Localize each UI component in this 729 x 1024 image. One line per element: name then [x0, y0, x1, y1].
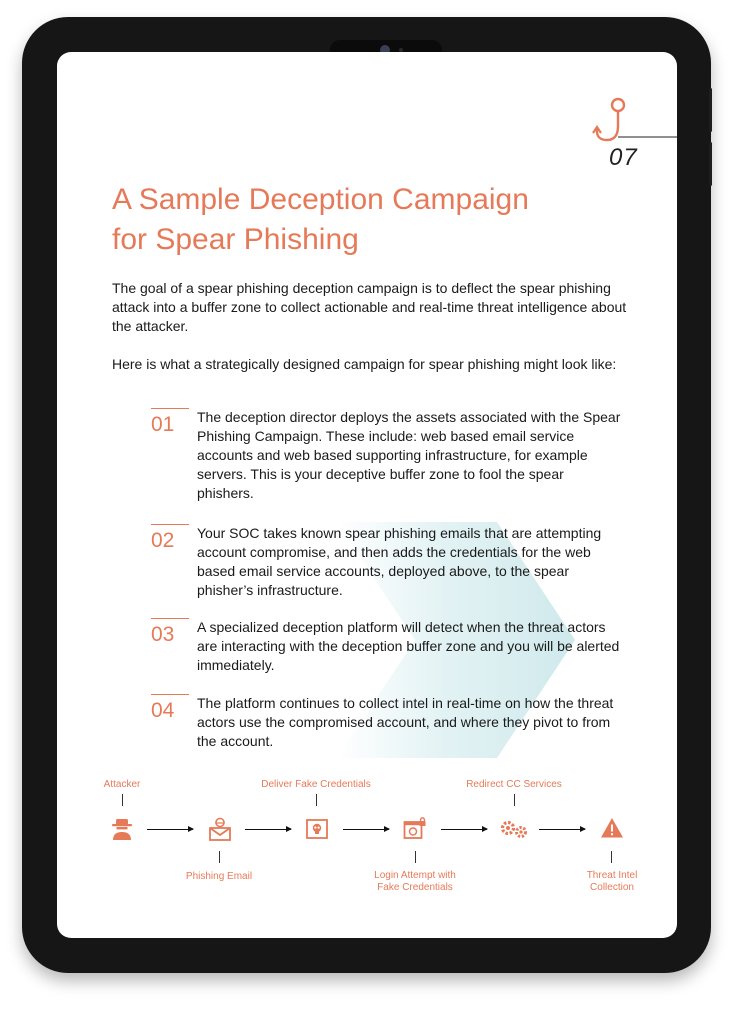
step-text: The platform continues to collect intel in real-time on how the threat actors use the compromised account, and where they pivot to from the account.	[197, 695, 614, 749]
label-threat-line-1: Threat Intel	[586, 870, 638, 881]
intro-paragraph: The goal of a spear phishing deception campaign is to deflect the spear phishing attack into a buffer zone to collect actionable and real-time threat intelligence about the attacker.	[112, 280, 627, 334]
label-phishing-email: Phishing Email	[185, 871, 253, 882]
warning-icon	[600, 816, 624, 840]
step-text: A specialized deception platform will detect when the threat actors are interacting with the deception buffer zone and you will be alerted immediately.	[197, 619, 620, 673]
step-rule	[151, 524, 189, 525]
step-text: Your SOC takes known spear phishing emails that are attempting account compromise, and then adds the credentials for the web based email service accounts, deployed above, to the spear phisher’s infrastructure.	[197, 525, 602, 598]
step-text: The deception director deploys the assets associated with the Spear Phishing Campaign. These include: web based email service accounts and web based supporting infrastructure, for example servers. This is your deceptive buffer zone to fool the spear phishers.	[197, 409, 621, 501]
step-number: 02	[151, 529, 175, 552]
tick-attacker	[122, 794, 123, 806]
flow-arrow-2	[245, 829, 291, 830]
step-rule	[151, 694, 189, 695]
label-deliver-fake-credentials: Deliver Fake Credentials	[261, 779, 371, 790]
label-login-line-2: Fake Credentials	[377, 882, 453, 893]
volume-up-button	[709, 88, 712, 132]
step-rule	[151, 618, 189, 619]
attacker-icon	[110, 817, 134, 841]
step-number: 01	[151, 413, 175, 436]
flow-arrow-1	[147, 829, 193, 830]
gears-icon	[498, 817, 530, 841]
tick-login-attempt	[415, 851, 416, 863]
flow-arrow-5	[539, 829, 585, 830]
title-line-2: for Spear Phishing	[112, 223, 359, 256]
volume-down-button	[709, 142, 712, 186]
tick-threat-intel	[611, 851, 612, 863]
credentials-icon	[305, 817, 329, 841]
label-attacker: Attacker	[103, 779, 141, 790]
lead-paragraph: Here is what a strategically designed campaign for spear phishing might look like:	[112, 356, 617, 372]
page-title	[112, 180, 632, 260]
login-icon	[403, 817, 427, 841]
page-screen	[57, 52, 677, 938]
step-number: 04	[151, 699, 175, 722]
label-login-line-1: Login Attempt with	[374, 870, 456, 881]
label-threat-line-2: Collection	[590, 882, 634, 893]
tick-phishing-email	[219, 851, 220, 863]
email-icon	[208, 817, 232, 841]
tick-deliver-credentials	[316, 794, 317, 806]
label-redirect-cc-services: Redirect CC Services	[466, 779, 562, 790]
tick-redirect-cc	[514, 794, 515, 806]
page-number: 07	[609, 144, 638, 171]
flow-arrow-4	[441, 829, 487, 830]
label-threat-intel-collection	[569, 870, 655, 894]
step-rule	[151, 408, 189, 409]
step-number: 03	[151, 623, 175, 646]
flow-arrow-3	[343, 829, 389, 830]
title-line-1: A Sample Deception Campaign	[112, 183, 529, 216]
hook-icon	[591, 96, 677, 146]
label-login-attempt	[355, 870, 475, 894]
